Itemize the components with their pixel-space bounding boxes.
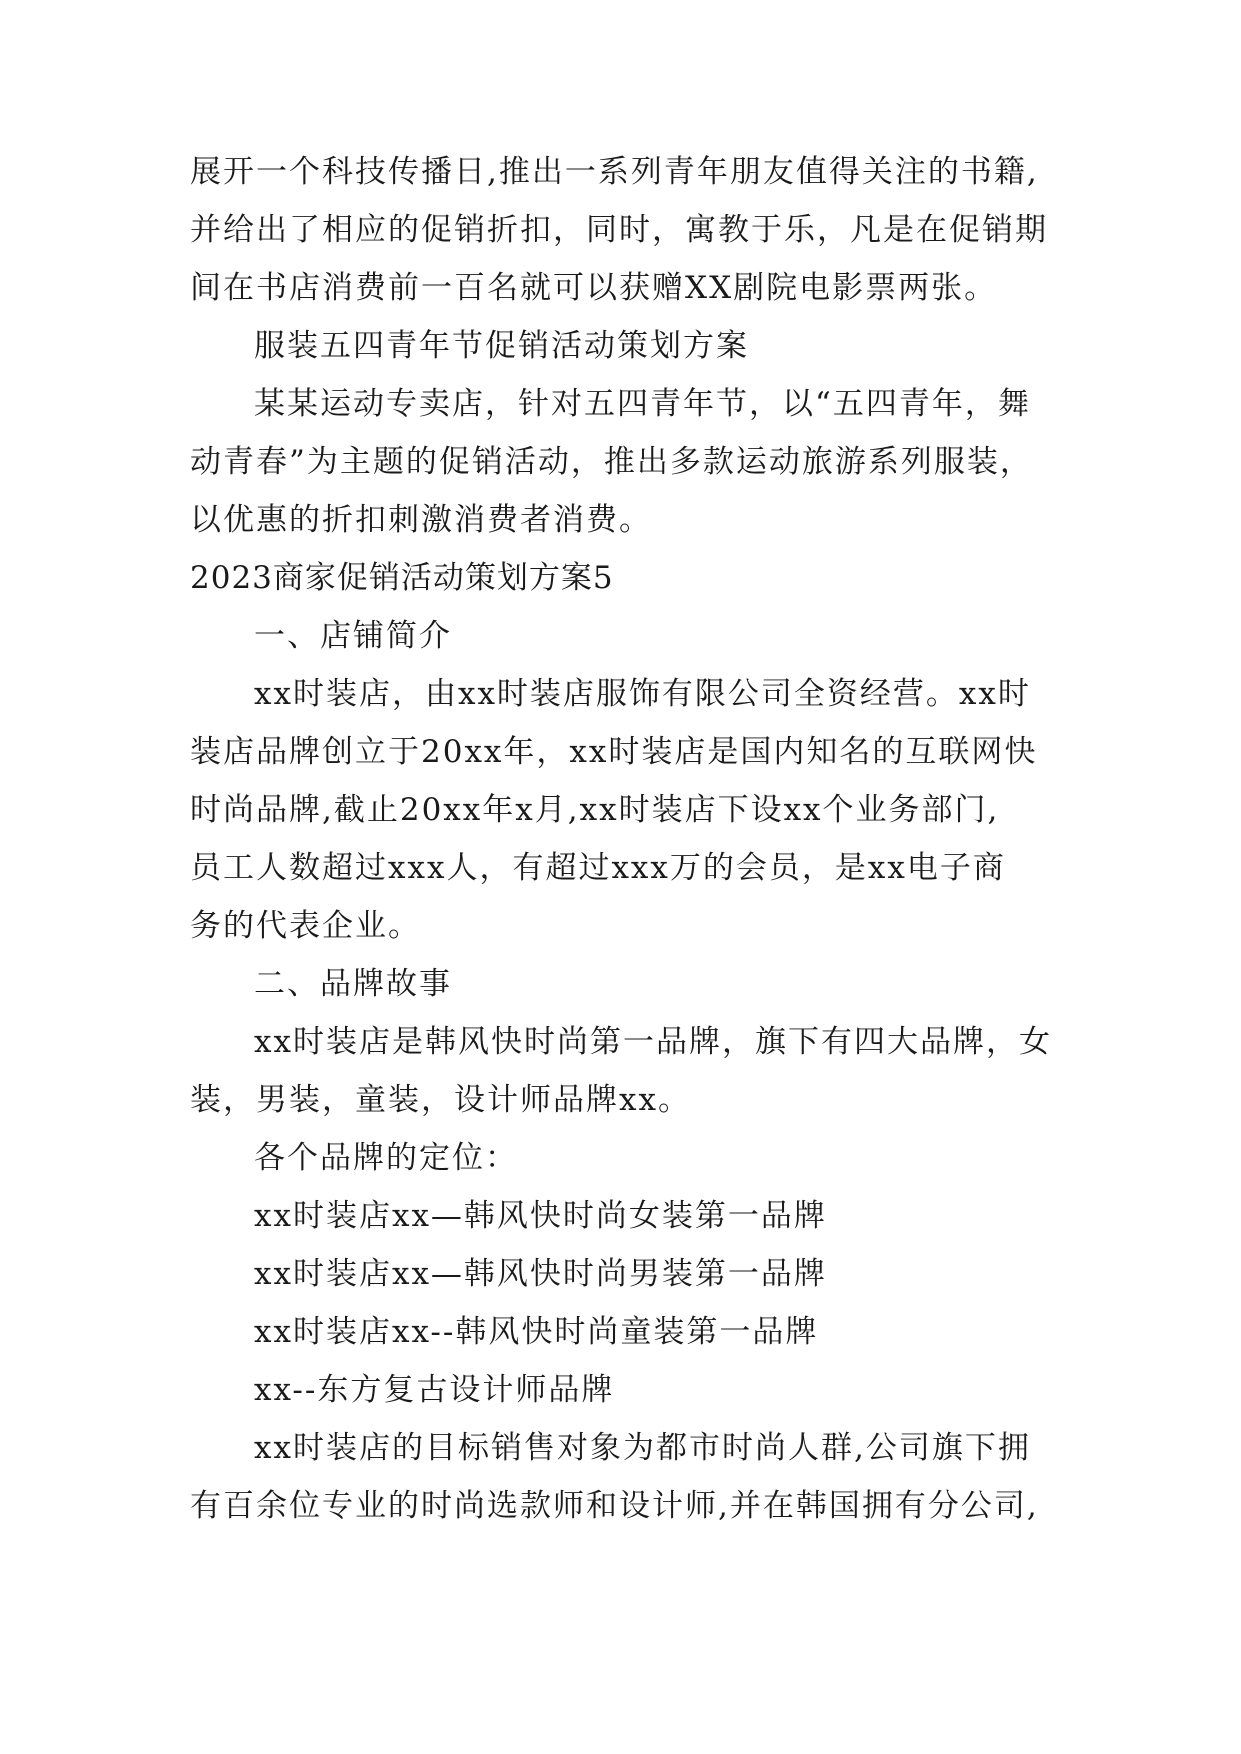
list-item: xx时装店xx--韩风快时尚童装第一品牌: [254, 1314, 819, 1350]
body-line: 务的代表企业。: [190, 908, 421, 944]
body-line: 动青春”为主题的促销活动，推出多款运动旅游系列服装，: [190, 444, 1033, 480]
body-line: 间在书店消费前一百名就可以获赠XX剧院电影票两张。: [190, 270, 998, 306]
body-line: 装店品牌创立于20xx年，xx时装店是国内知名的互联网快: [190, 734, 1038, 770]
body-line: 装，男装，童装，设计师品牌xx。: [190, 1082, 691, 1118]
list-item: xx--东方复古设计师品牌: [254, 1372, 615, 1408]
section-title: 服装五四青年节促销活动策划方案: [254, 328, 749, 364]
body-line: 并给出了相应的促销折扣，同时，寓教于乐，凡是在促销期: [190, 212, 1048, 248]
body-line: 时尚品牌,截止20xx年x月,xx时装店下设xx个业务部门,: [190, 792, 1000, 828]
section-heading: 二、品牌故事: [254, 966, 452, 1002]
document-heading: 2023商家促销活动策划方案5: [190, 560, 614, 596]
body-line: xx时装店，由xx时装店服饰有限公司全资经营。xx时: [254, 676, 1031, 712]
body-line: 展开一个科技传播日,推出一系列青年朋友值得关注的书籍,: [190, 154, 1039, 190]
body-line: 各个品牌的定位：: [254, 1140, 518, 1176]
section-heading: 一、店铺简介: [254, 618, 452, 654]
list-item: xx时装店xx—韩风快时尚男装第一品牌: [254, 1256, 827, 1292]
body-line: 员工人数超过xxx人，有超过xxx万的会员，是xx电子商: [190, 850, 1006, 886]
body-line: 某某运动专卖店，针对五四青年节，以“五四青年，舞: [254, 386, 1031, 422]
body-line: 以优惠的折扣刺激消费者消费。: [190, 502, 652, 538]
body-line: xx时装店的目标销售对象为都市时尚人群,公司旗下拥: [254, 1430, 1031, 1466]
list-item: xx时装店xx—韩风快时尚女装第一品牌: [254, 1198, 827, 1234]
body-line: xx时装店是韩风快时尚第一品牌，旗下有四大品牌，女: [254, 1024, 1052, 1060]
body-line: 有百余位专业的时尚选款师和设计师,并在韩国拥有分公司,: [190, 1488, 1039, 1524]
